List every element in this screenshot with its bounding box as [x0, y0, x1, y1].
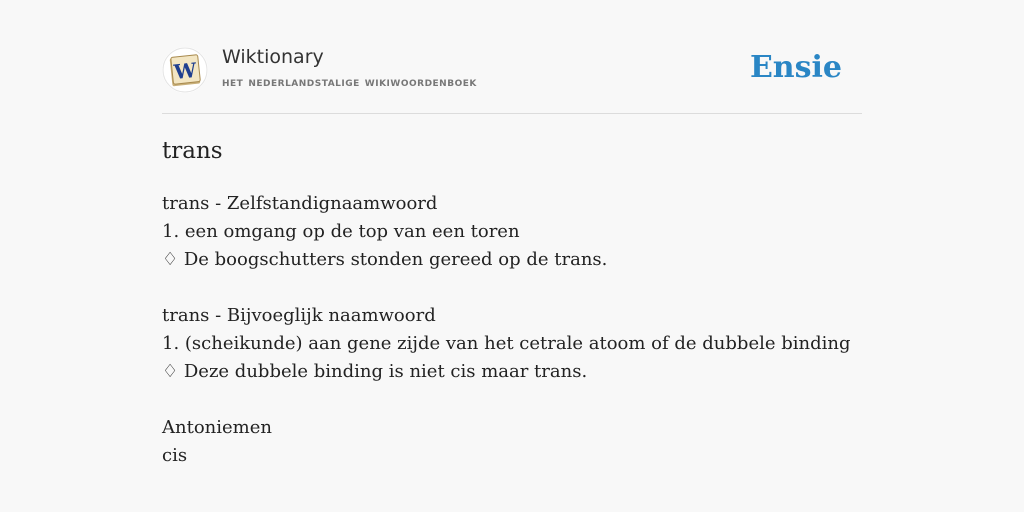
- spacer: [162, 386, 862, 414]
- entry-example: ♢ Deze dubbele binding is niet cis maar trans.: [162, 361, 588, 382]
- page-container: [162, 0, 862, 466]
- spacer: [162, 274, 862, 302]
- entry-heading: trans - Bijvoeglijk naamwoord: [162, 305, 436, 326]
- page-title: trans: [162, 138, 223, 164]
- entry-example: ♢ De boogschutters stonden gereed op de trans.: [162, 249, 608, 270]
- brand-logo[interactable]: Ensie: [749, 50, 842, 85]
- site-header: [162, 0, 862, 114]
- entry-definition: 1. een omgang op de top van een toren: [162, 221, 520, 242]
- site-tagline: het nederlandstalige wikiwoordenboek: [222, 75, 477, 90]
- svg-text:W: W: [172, 57, 198, 85]
- entry-heading: trans - Zelfstandignaamwoord: [162, 193, 438, 214]
- site-name[interactable]: Wiktionary: [222, 46, 324, 68]
- entry-content: [162, 190, 862, 470]
- wiktionary-logo-icon[interactable]: [162, 47, 208, 93]
- antonyms-heading: Antoniemen: [162, 417, 272, 438]
- antonyms-value: cis: [162, 445, 188, 466]
- entry-definition: 1. (scheikunde) aan gene zijde van het cetrale atoom of de dubbele binding: [162, 333, 851, 354]
